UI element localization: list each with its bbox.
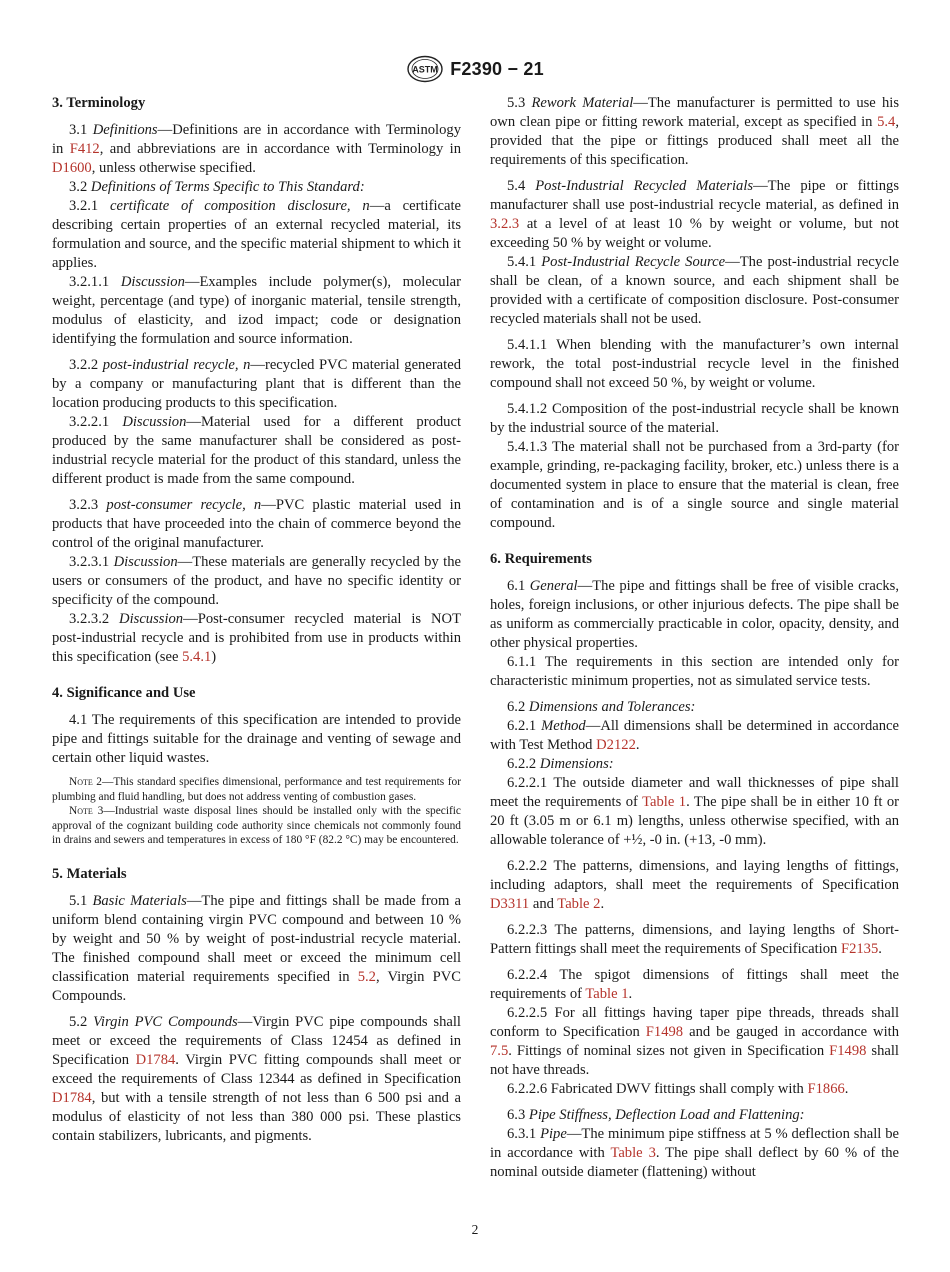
para-6-2-2: 6.2.2 Dimensions: bbox=[507, 756, 614, 772]
para-6-2-2-6: 6.2.2.6 Fabricated DWV fittings shall comply with F1866. bbox=[507, 1081, 849, 1097]
para-6-2: 6.2 Dimensions and Tolerances: bbox=[507, 699, 696, 715]
ref-7-5-link[interactable]: 7.5 bbox=[490, 1043, 509, 1059]
para-3-2-2: 3.2.2 post-industrial recycle, n—recycled PVC material generated by a company or manufacturing plant that is different than the location producing products to this specification. bbox=[52, 357, 461, 411]
para-3-2: 3.2 Definitions of Terms Specific to This Standard: bbox=[69, 179, 365, 195]
para-3-1: 3.1 Definitions—Definitions are in accordance with Terminology in F412, and abbreviations are in accordance with Terminology in D1600, unless otherwise specified. bbox=[52, 122, 461, 176]
note-3: Note 3—Industrial waste disposal lines should be installed only with the specific approval of the cognizant building code authority since chemicals not commonly found in drains and sewers and temperatures in excess of 180 °F (82.2 °C) may be encountered. bbox=[52, 805, 461, 847]
para-5-1: 5.1 Basic Materials—The pipe and fittings shall be made from a uniform blend containing virgin PVC compound and between 10 % by weight and 50 % by weight of post-industrial recycle material. The finished compound shall meet or exceed the minimum cell classification material requirements specified in 5.2, Virgin PVC Compounds. bbox=[52, 892, 461, 1004]
para-3-2-3-2: 3.2.3.2 Discussion—Post-consumer recycled material is NOT post-industrial recycle and is prohibited from use in products within this specification (see 5.4.1) bbox=[52, 611, 461, 665]
ref-d1784-link[interactable]: D1784 bbox=[135, 1051, 176, 1068]
page-number: 2 bbox=[471, 1222, 479, 1237]
para-6-2-2-4: 6.2.2.4 The spigot dimensions of fittings shall meet the requirements of Table 1. bbox=[490, 967, 899, 1002]
section-4-heading: 4. Significance and Use bbox=[52, 685, 196, 701]
ref-f1498-link-2[interactable]: F1498 bbox=[829, 1043, 867, 1059]
para-3-2-1: 3.2.1 certificate of composition disclosure, n—a certificate describing certain properties of an external recycled material, its formulation and source, and the specific material shipment to which it applies. bbox=[52, 198, 461, 271]
ref-d1784-link-2[interactable]: D1784 bbox=[52, 1089, 92, 1106]
para-6-2-2-5: 6.2.2.5 For all fittings having taper pipe threads, threads shall conform to Specification F1498 and be gauged in accordance with 7.5. Fittings of nominal sizes not given in Specification F1498 shall not have threads. bbox=[490, 1005, 900, 1078]
para-5-4-1-3: 5.4.1.3 The material shall not be purchased from a 3rd-party (for example, grinding, re-packaging facility, broker, etc.) unless there is a documented system in place to ensure that the material is clean, free of contamination and is of a single source and single material compound. bbox=[490, 439, 899, 531]
para-5-4-1: 5.4.1 Post-Industrial Recycle Source—The post-industrial recycle shall be clean, of a known source, and each shipment shall be provided with a certificate of composition disclosure. Post-consumer recycled materials shall not be used. bbox=[490, 254, 900, 327]
ref-5-2-link[interactable]: 5.2 bbox=[357, 968, 376, 985]
ref-table-1-link[interactable]: Table 1 bbox=[642, 794, 687, 810]
ref-5-4-link[interactable]: 5.4 bbox=[877, 114, 896, 130]
ref-table-2-link[interactable]: Table 2 bbox=[557, 896, 601, 912]
para-6-3: 6.3 Pipe Stiffness, Deflection Load and Flattening: bbox=[507, 1107, 805, 1123]
para-6-1-1: 6.1.1 The requirements in this section are intended only for characteristic minimum properties, not as simulated service tests. bbox=[490, 654, 899, 689]
para-5-4: 5.4 Post-Industrial Recycled Materials—The pipe or fittings manufacturer shall use post-industrial recycle material, as defined in 3.2.3 at a level of at least 10 % by weight or volume, but not exceeding 50 % by weight or volume. bbox=[490, 178, 899, 251]
section-3-heading: 3. Terminology bbox=[52, 95, 146, 111]
para-6-1: 6.1 General—The pipe and fittings shall be free of visible cracks, holes, foreign inclusions, or other injurious defects. The pipe shall be as uniform as commercially practicable in color, opacity, density, and other physical properties. bbox=[490, 578, 899, 651]
standard-designation: F2390 − 21 bbox=[450, 58, 544, 79]
ref-d3311-link[interactable]: D3311 bbox=[490, 896, 530, 912]
para-5-2: 5.2 Virgin PVC Compounds—Virgin PVC pipe compounds shall meet or exceed the requirements of Class 12454 as defined in Specification D1784. Virgin PVC fitting compounds shall meet or exceed the requirements of Class 12344 as defined in Specification D1784, but with a tensile strength of not less than 6 500 psi and a modulus of elasticity of not less than 380 000 psi. These plastics contain stabilizers, lubricants, and pigments. bbox=[52, 1013, 461, 1144]
left-column bbox=[52, 94, 461, 1146]
ref-table-3-link[interactable]: Table 3 bbox=[610, 1145, 656, 1161]
section-6-heading: 6. Requirements bbox=[490, 551, 592, 567]
ref-f1866-link[interactable]: F1866 bbox=[807, 1081, 845, 1097]
note-2: Note 2—This standard specifies dimensional, performance and test requirements for plumbing and fluid handling, but does not address venting of combustion gases. bbox=[52, 776, 461, 803]
para-3-2-2-1: 3.2.2.1 Discussion—Material used for a different product produced by the same manufacturer shall be considered as post-industrial recycle material for the product of this standard, unless the different product is made from the same compound. bbox=[52, 414, 461, 487]
ref-d1600-link[interactable]: D1600 bbox=[52, 160, 92, 176]
para-6-2-2-1: 6.2.2.1 The outside diameter and wall thicknesses of pipe shall meet the requirements of Table 1. The pipe shall be in either 10 ft or 20 ft (3.05 m or 6.1 m) lengths, unless otherwise specified, with an allowable tolerance of +½, -0 in. (+13, -0 mm). bbox=[490, 775, 899, 848]
ref-table-1-link-2[interactable]: Table 1 bbox=[585, 986, 629, 1002]
right-column bbox=[490, 94, 899, 1182]
astm-logo-icon bbox=[406, 55, 444, 83]
para-6-3-1: 6.3.1 Pipe—The minimum pipe stiffness at 5 % deflection shall be in accordance with Table 3. The pipe shall deflect by 60 % of the nominal outside diameter (flattening) without bbox=[490, 1126, 899, 1180]
para-5-3: 5.3 Rework Material—The manufacturer is permitted to use his own clean pipe or fitting rework material, except as specified in 5.4, provided that the pipe or fittings produced shall meet all the requirements of this specification. bbox=[490, 95, 899, 168]
ref-f412-link[interactable]: F412 bbox=[69, 141, 100, 157]
para-3-2-1-1: 3.2.1.1 Discussion—Examples include polymer(s), molecular weight, percentage (and type) of inorganic material, tensile strength, modulus of elasticity, and izod impact; code or designation identifying the formulation and source information. bbox=[52, 274, 461, 347]
para-3-2-3-1: 3.2.3.1 Discussion—These materials are generally recycled by the users or consumers of the product, and have no specific identity or specificity of the compound. bbox=[52, 554, 461, 608]
para-6-2-2-3: 6.2.2.3 The patterns, dimensions, and laying lengths of Short-Pattern fittings shall meet the requirements of Specification F2135. bbox=[490, 922, 899, 957]
section-5-heading: 5. Materials bbox=[52, 865, 127, 882]
ref-f1498-link[interactable]: F1498 bbox=[645, 1024, 684, 1040]
para-5-4-1-1: 5.4.1.1 When blending with the manufacturer’s own internal rework, the total post-industrial recycle level in the finished compound shall not exceed 50 %, by weight or volume. bbox=[490, 337, 899, 391]
para-4-1: 4.1 The requirements of this specification are intended to provide pipe and fittings suitable for the drainage and venting of sewage and certain other liquid wastes. bbox=[52, 712, 461, 766]
para-3-2-3: 3.2.3 post-consumer recycle, n—PVC plastic material used in products that have proceeded into the chain of commerce beyond the control of the original manufacturer. bbox=[52, 497, 461, 551]
ref-3-2-3-link[interactable]: 3.2.3 bbox=[490, 216, 520, 232]
svg-text:ASTM: ASTM bbox=[412, 64, 438, 75]
ref-f2135-link[interactable]: F2135 bbox=[840, 941, 879, 957]
para-5-4-1-2: 5.4.1.2 Composition of the post-industrial recycle shall be known by the industrial source of the material. bbox=[490, 401, 899, 436]
para-6-2-1: 6.2.1 Method—All dimensions shall be determined in accordance with Test Method D2122. bbox=[490, 718, 899, 753]
page-header bbox=[0, 54, 950, 84]
ref-5-4-1-link[interactable]: 5.4.1 bbox=[182, 649, 212, 665]
para-6-2-2-2: 6.2.2.2 The patterns, dimensions, and laying lengths of fittings, including adaptors, shall meet the requirements of Specification D3311 and Table 2. bbox=[490, 858, 899, 912]
ref-d2122-link[interactable]: D2122 bbox=[596, 737, 636, 753]
